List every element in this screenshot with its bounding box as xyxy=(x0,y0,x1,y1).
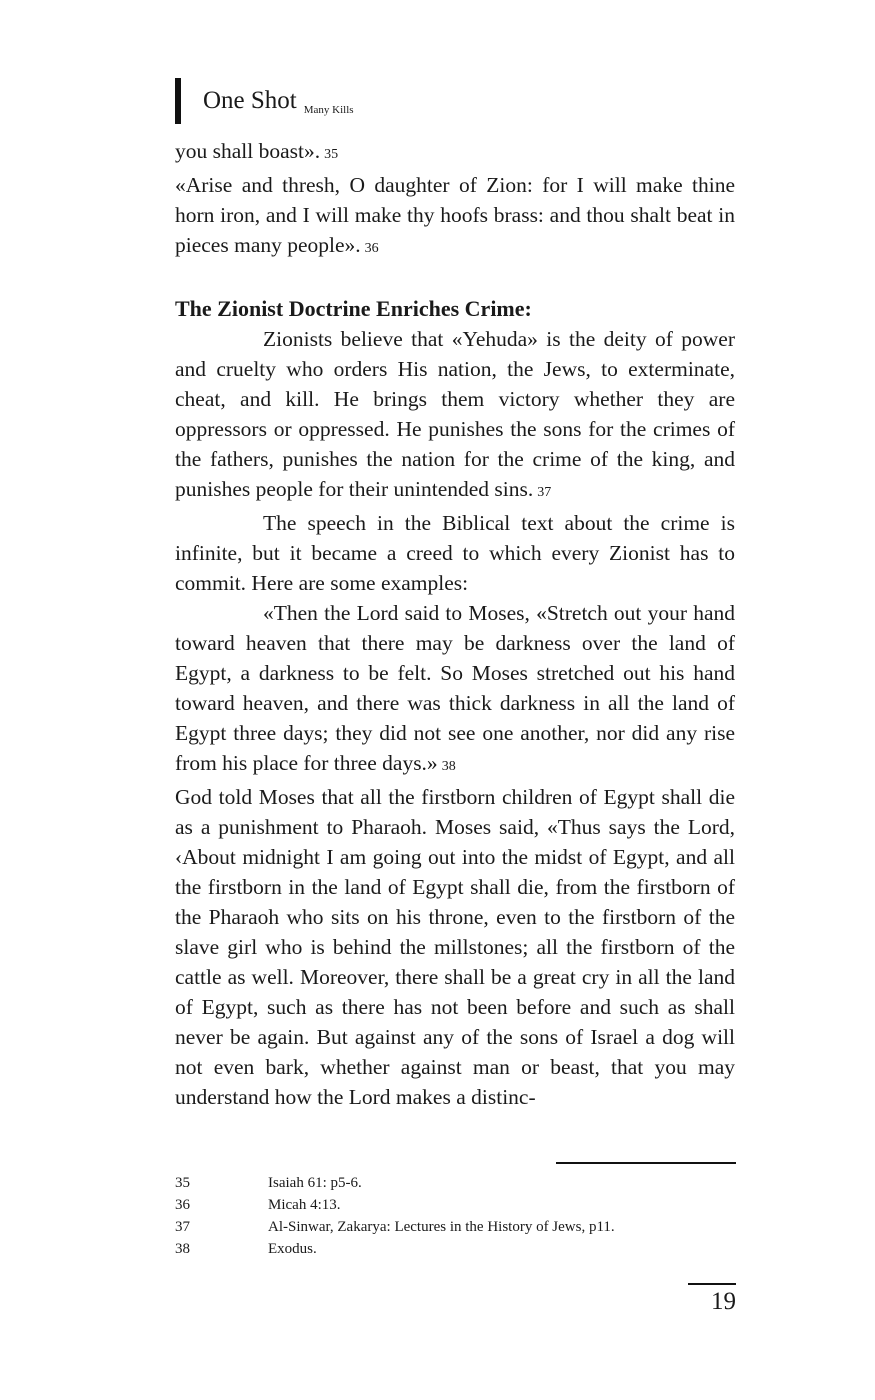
footnotes xyxy=(175,1172,735,1260)
footnote-number: 37 xyxy=(175,1219,190,1235)
footnote xyxy=(175,1194,735,1216)
paragraph xyxy=(175,782,735,1112)
paragraph-text: The speech in the Biblical text about the crime is infinite, but it became a creed to which every Zionist has to commit. Here are some examples: xyxy=(175,511,735,595)
paragraph xyxy=(175,324,735,508)
footnote-text: Al-Sinwar, Zakarya: Lectures in the History of Jews, p11. xyxy=(268,1219,615,1235)
body-text xyxy=(175,136,735,1112)
footnote-number: 38 xyxy=(175,1241,190,1257)
paragraph-text: «Then the Lord said to Moses, «Stretch out your hand toward heaven that there may be darkness over the land of Egypt, a darkness to be felt. So Moses stretched out his hand toward heaven, and there was thick darkness in all the land of Egypt three days; they did not see one another, nor did any rise from his place for three days.» xyxy=(175,601,735,775)
footnote xyxy=(175,1172,735,1194)
footnote-number: 36 xyxy=(175,1197,190,1213)
paragraph-text: «Arise and thresh, O daughter of Zion: for I will make thine horn iron, and I will make thy hoofs brass: and thou shalt beat in pieces many people». xyxy=(175,173,735,257)
footnote xyxy=(175,1238,735,1260)
footnote-ref: 36 xyxy=(364,241,379,256)
footnote xyxy=(175,1216,735,1238)
page-number: 19 xyxy=(711,1288,736,1315)
footnote-rule xyxy=(556,1162,736,1164)
section-heading: The Zionist Doctrine Enriches Crime: xyxy=(175,296,532,321)
paragraph-text: Zionists believe that «Yehuda» is the deity of power and cruelty who orders His nation, the Jews, to exterminate, cheat, and kill. He brings them victory whether they are oppressors or oppressed. He punishes the sons for the crimes of the fathers, punishes the nation for the crime of the king, and punishes people for their unintended sins. xyxy=(175,327,735,501)
footnote-number: 35 xyxy=(175,1175,190,1191)
paragraph-text: you shall boast». xyxy=(175,139,321,163)
footnote-text: Exodus. xyxy=(268,1241,317,1257)
paragraph xyxy=(175,136,735,170)
footnote-text: Micah 4:13. xyxy=(268,1197,341,1213)
paragraph xyxy=(175,508,735,598)
footnote-text: Isaiah 61: p5-6. xyxy=(268,1175,362,1191)
page-number-rule xyxy=(688,1283,736,1285)
header-bar xyxy=(175,78,181,124)
running-header xyxy=(175,78,354,124)
book-title: One Shot xyxy=(203,87,297,114)
paragraph-text: God told Moses that all the firstborn children of Egypt shall die as a punishment to Pharaoh. Moses said, «Thus says the Lord, ‹About midnight I am going out into the midst of Egypt, and all the firstborn in the land of Egypt shall die, from the firstborn of the Pharaoh who sits on his throne, even to the firstborn of the slave girl who is behind the millstones; all the firstborn of the cattle as well. Moreover, there shall be a great cry in all the land of Egypt, such as there has not been before and such as shall never be again. But against any of the sons of Israel a dog will not even bark, whether against man or beast, that you may understand how the Lord makes a distinc- xyxy=(175,785,735,1109)
footnote-ref: 37 xyxy=(537,485,552,500)
paragraph xyxy=(175,598,735,782)
paragraph xyxy=(175,170,735,264)
footnote-ref: 38 xyxy=(441,759,456,774)
book-subtitle: Many Kills xyxy=(303,104,354,116)
footnote-ref: 35 xyxy=(324,147,339,162)
